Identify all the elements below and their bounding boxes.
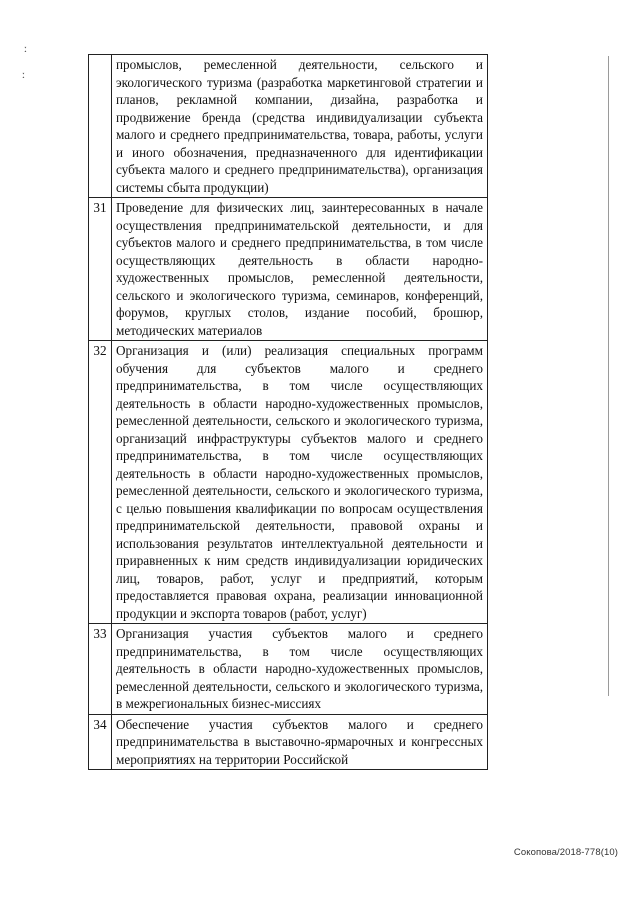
row-number: 33 bbox=[89, 624, 112, 715]
table-row bbox=[89, 714, 488, 770]
table-row bbox=[89, 198, 488, 341]
row-number: 31 bbox=[89, 198, 112, 341]
row-number bbox=[89, 55, 112, 198]
row-text: Организация участия субъектов малого и среднего предпринимательства, в том числе осуществляющих деятельность в области народно-художественных промыслов, ремесленной деятельности, сельского и экологического туризма, в межрегиональных бизнес-миссиях bbox=[112, 624, 488, 715]
row-text: промыслов, ремесленной деятельности, сельского и экологического туризма (разработка маркетинговой стратегии и планов, рекламной компании, дизайна, разработка и продвижение бренда (средства индивидуализации субъекта малого и среднего предпринимательства, товара, работы, услуги и иного обозначения, предназначенного для идентификации субъекта малого и среднего предпринимательства), организация системы сбыта продукции) bbox=[112, 55, 488, 198]
scan-mark: ː bbox=[22, 70, 26, 81]
row-number: 34 bbox=[89, 714, 112, 770]
table-row bbox=[89, 55, 488, 198]
scan-mark: ː bbox=[24, 44, 28, 55]
row-text: Организация и (или) реализация специальных программ обучения для субъектов малого и среднего предпринимательства, в том числе осуществляющих деятельность в области народно-художественных промыслов, ремесленной деятельности, сельского и экологического туризма, организаций инфраструктуры субъектов малого и среднего предпринимательства, в том числе осуществляющих деятельность в области народно-художественных промыслов, ремесленной деятельности, сельского и экологического туризма, с целью повышения квалификации по вопросам осуществления предпринимательской деятельности, правовой охраны и использования результатов интеллектуальной деятельности и приравненных к ним средств индивидуализации юридических лиц, товаров, работ, услуг и предприятий, которым предоставляется правовая охрана, реализации инновационной продукции и экспорта товаров (работ, услуг) bbox=[112, 341, 488, 624]
table-row bbox=[89, 624, 488, 715]
row-number: 32 bbox=[89, 341, 112, 624]
scan-edge-line bbox=[608, 56, 609, 696]
document-footer-code: Сокопова/2018-778(10) bbox=[513, 847, 618, 858]
row-text: Проведение для физических лиц, заинтересованных в начале осуществления предпринимательской деятельности, и для субъектов малого и среднего предпринимательства, в том числе осуществляющих деятельность в области народно-художественных промыслов, ремесленной деятельности, сельского и экологического туризма, семинаров, конференций, форумов, круглых столов, издание пособий, брошюр, методических материалов bbox=[112, 198, 488, 341]
table-row bbox=[89, 341, 488, 624]
row-text: Обеспечение участия субъектов малого и среднего предпринимательства в выставочно-ярмарочных и конгрессных мероприятиях на территории Российской bbox=[112, 714, 488, 770]
measures-table bbox=[88, 54, 488, 770]
